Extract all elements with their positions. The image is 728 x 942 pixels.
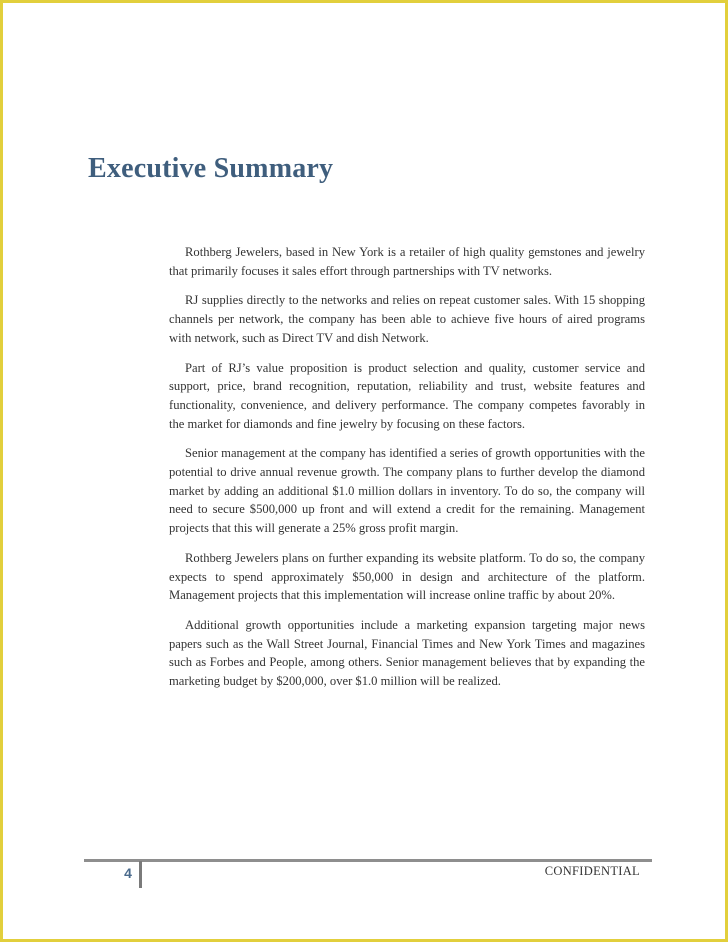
paragraph: Rothberg Jewelers plans on further expanding its website platform. To do so, the company expects to spend approximately $50,000 in design and architecture of the platform. Management projects that this implementation will increase online traffic by about 20%. [169, 550, 645, 603]
paragraph: Senior management at the company has identified a series of growth opportunities with the potential to drive annual revenue growth. The company plans to further develop the diamond market by adding an additional $1.0 million dollars in inventory. To do so, the company will need to secure $500,000 up front and will extend a credit for the remaining. Management projects that this will generate a 25% gross profit margin. [169, 446, 645, 536]
paragraph: Part of RJ’s value proposition is product selection and quality, customer service and support, price, brand recognition, reputation, reliability and trust, website features and functionality, convenience, and delivery performance. The company competes favorably in the market for diamonds and fine jewelry by focusing on these factors. [169, 360, 645, 431]
page-number-divider [139, 861, 142, 888]
paragraph: Additional growth opportunities include a marketing expansion targeting major news papers such as the Wall Street Journal, Financial Times and New York Times and magazines such as Forbes and People, among others. Senior management believes that by expanding the marketing budget by $200,000, over $1.0 million will be realized. [169, 617, 645, 689]
paragraph: RJ supplies directly to the networks and relies on repeat customer sales. With 15 shopping channels per network, the company has been able to achieve five hours of aired programs with network, such as Direct TV and dish Network. [169, 293, 645, 345]
page-title: Executive Summary [88, 153, 334, 184]
confidential-label: CONFIDENTIAL [544, 864, 640, 878]
document-body [169, 243, 645, 702]
paragraph: Rothberg Jewelers, based in New York is a retailer of high quality gemstones and jewelry that primarily focuses it sales effort through partnerships with TV networks. [169, 245, 645, 278]
footer-rule [84, 859, 652, 862]
page-number: 4 [124, 865, 132, 881]
